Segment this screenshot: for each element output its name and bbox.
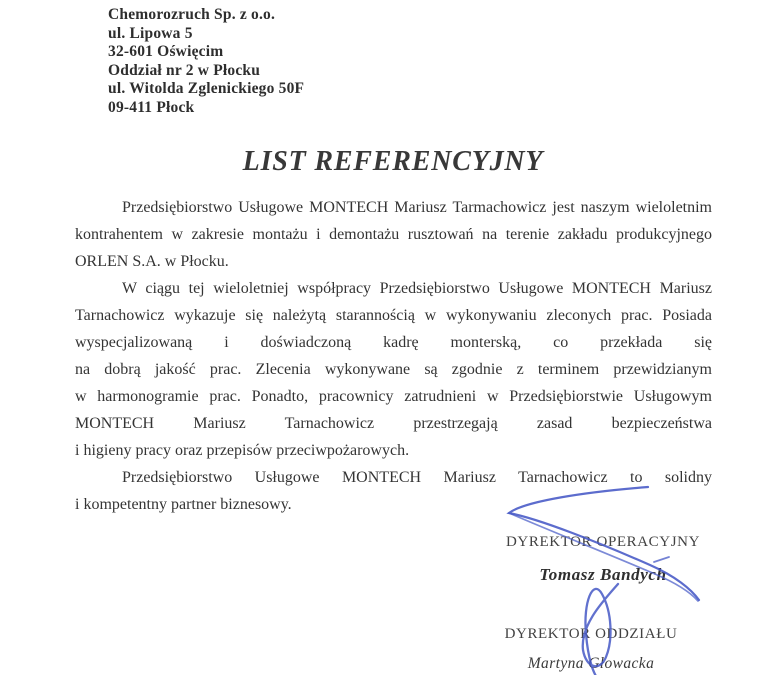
sender-branch: Oddział nr 2 w Płocku [108, 61, 261, 79]
body-line: Tarnachowicz wykazuje się należytą starannością w wykonywaniu zleconych prac. Posiada [75, 307, 712, 324]
signer-name: Martyna Głowacka [527, 655, 655, 672]
body-line: wyspecjalizowaną i doświadczoną kadrę monterską, co przekłada się [75, 334, 712, 351]
sender-address-block [108, 6, 304, 118]
signer-name: Tomasz Bandych [539, 565, 667, 584]
body-line: w harmonogramie prac. Ponadto, pracownicy zatrudnieni w Przedsiębiorstwie Usługowym [75, 388, 712, 405]
signature-block-branch-director [460, 626, 722, 673]
sender-company: Chemorozruch Sp. z o.o. [108, 6, 276, 23]
body-line: ORLEN S.A. w Płocku. [75, 253, 229, 270]
letter-body [75, 194, 712, 518]
letter-title: LIST REFERENCYJNY [242, 146, 544, 177]
sender-city: 32-601 Oświęcim [108, 43, 224, 61]
body-line: Przedsiębiorstwo Usługowe MONTECH Mariusz Tarmachowicz jest naszym wieloletnim [122, 199, 712, 216]
signer-role: DYREKTOR ODDZIAŁU [504, 626, 678, 642]
body-line: W ciągu tej wieloletniej współpracy Przedsiębiorstwo Usługowe MONTECH Mariusz [122, 280, 712, 297]
body-line: kontrahentem w zakresie montażu i demontażu rusztowań na terenie zakładu produkcyjnego [75, 226, 712, 243]
sender-branch-city: 09-411 Płock [108, 98, 195, 116]
body-line: i kompetentny partner biznesowy. [75, 496, 292, 513]
sender-branch-street: ul. Witolda Zglenickiego 50F [108, 80, 305, 98]
sender-street: ul. Lipowa 5 [108, 24, 193, 42]
signature-block-operations-director [470, 534, 736, 585]
body-line: MONTECH Mariusz Tarnachowicz przestrzegają zasad bezpieczeństwa [75, 415, 712, 432]
body-line: Przedsiębiorstwo Usługowe MONTECH Mariusz Tarnachowicz to solidny [122, 469, 712, 486]
body-line: na dobrą jakość prac. Zlecenia wykonywane są zgodnie z terminem przewidzianym [75, 361, 712, 378]
body-line: i higieny pracy oraz przepisów przeciwpożarowych. [75, 442, 410, 459]
signer-role: DYREKTOR OPERACYJNY [505, 534, 701, 550]
